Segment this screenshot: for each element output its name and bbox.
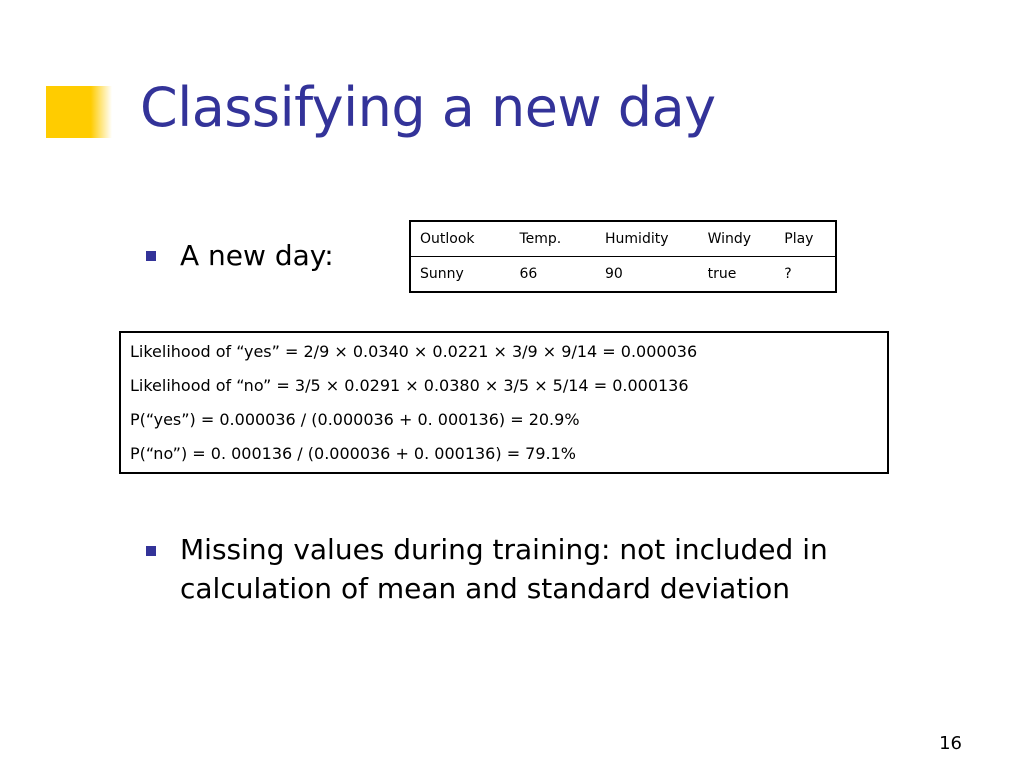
- table-cell: true: [707, 266, 737, 282]
- page-number: 16: [939, 733, 962, 754]
- bullet-new-day: A new day:: [180, 239, 334, 272]
- table-cell: 66: [519, 266, 538, 282]
- table-header-row: [410, 221, 836, 257]
- table-row: [410, 257, 836, 293]
- probability-no-line: P(“no”) = 0. 000136 / (0.000036 + 0. 000136) = 79.1%: [130, 444, 577, 463]
- slide-title: Classifying a new day: [140, 76, 716, 139]
- bullet-missing-values-line1: Missing values during training: not included in: [180, 533, 828, 566]
- likelihood-no-line: Likelihood of “no” = 3/5 × 0.0291 × 0.0380 × 3/5 × 5/14 = 0.000136: [130, 376, 689, 395]
- table-header-cell: Play: [784, 231, 814, 247]
- table-header-cell: Humidity: [605, 231, 669, 247]
- table-cell: Sunny: [420, 266, 464, 282]
- probability-yes-line: P(“yes”) = 0.000036 / (0.000036 + 0. 000136) = 20.9%: [130, 410, 580, 429]
- title-accent-bar: [46, 86, 112, 138]
- table-header-cell: Temp.: [519, 231, 562, 247]
- table-header-cell: Windy: [707, 231, 752, 247]
- table-header-cell: Outlook: [420, 231, 475, 247]
- likelihood-yes-line: Likelihood of “yes” = 2/9 × 0.0340 × 0.0221 × 3/9 × 9/14 = 0.000036: [130, 342, 698, 361]
- bullet-marker: [146, 251, 156, 261]
- bullet-missing-values-line2: calculation of mean and standard deviation: [180, 572, 790, 605]
- table-cell: ?: [784, 266, 792, 282]
- table-cell: 90: [605, 266, 623, 282]
- bullet-marker: [146, 546, 156, 556]
- new-day-table: [409, 220, 837, 293]
- likelihood-calculation-box: [119, 331, 889, 474]
